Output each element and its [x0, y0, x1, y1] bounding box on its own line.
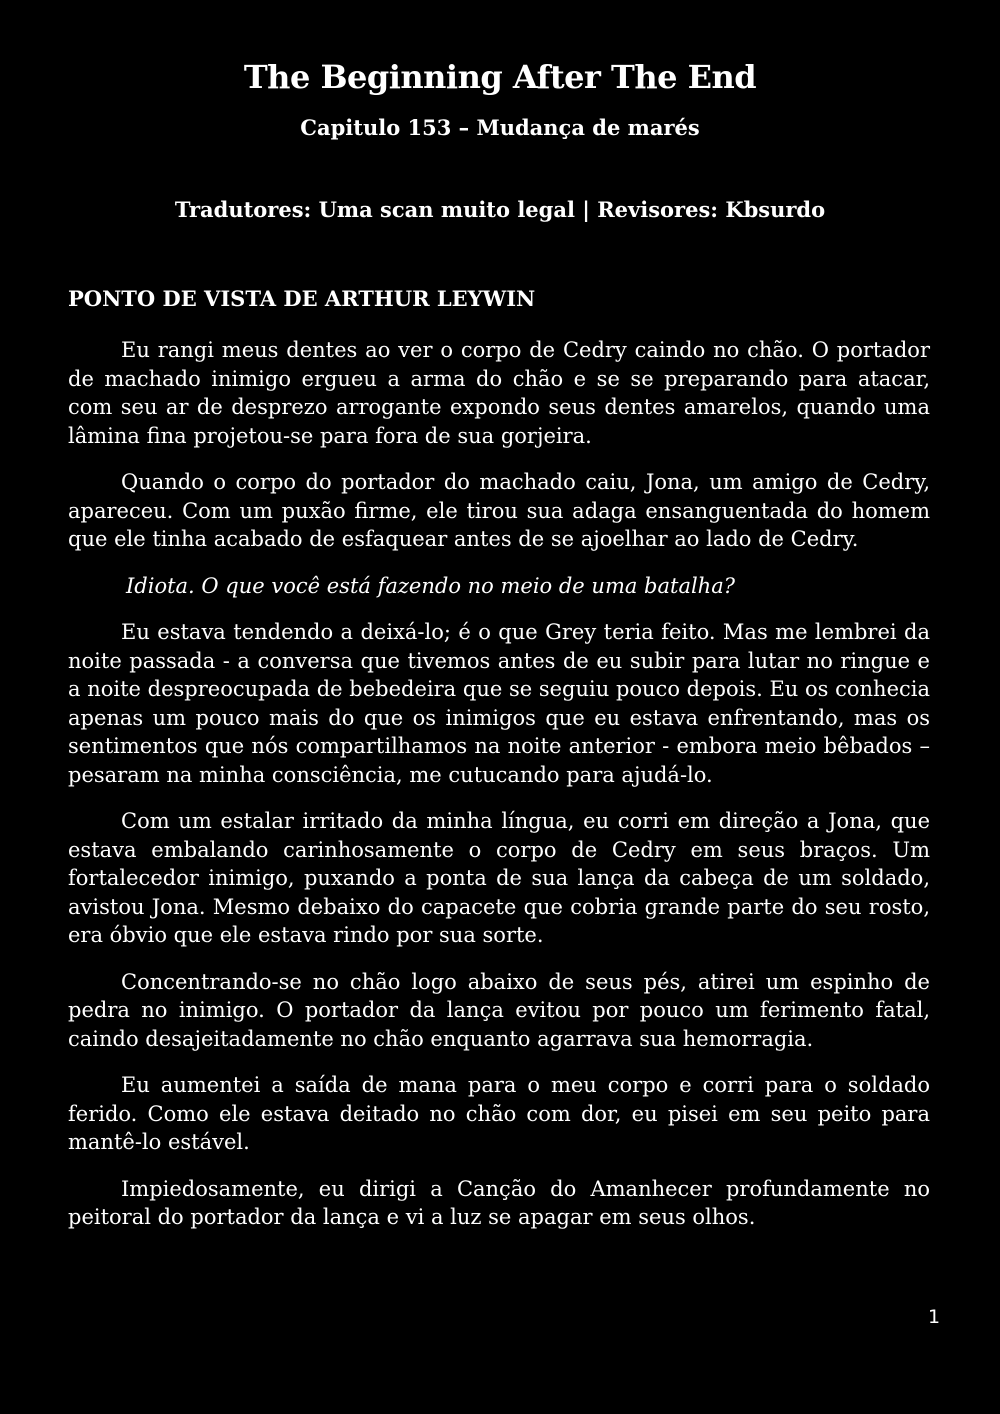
chapter-title: Capitulo 153 – Mudança de marés	[300, 115, 700, 140]
paragraph: Eu estava tendendo a deixá-lo; é o que Grey teria feito. Mas me lembrei da noite passada - a conversa que tivemos antes de eu subir para lutar no ringue e a noite despreocupada de bebedeira que se seguiu pouco depois. Eu os conhecia apenas um pouco mais do que os inimigos que eu estava enfrentando, mas os sentimentos que nós compartilhamos na noite anterior - embora meio bêbados – pesaram na minha consciência, me cutucando para ajudá-lo.	[68, 620, 930, 787]
paragraph: Eu rangi meus dentes ao ver o corpo de Cedry caindo no chão. O portador de machado inimigo ergueu a arma do chão e se se preparando para atacar, com seu ar de desprezo arrogante expondo seus dentes amarelos, quando uma lâmina fina projetou-se para fora de sua gorjeira.	[68, 338, 930, 448]
paragraph: Impiedosamente, eu dirigi a Canção do Amanhecer profundamente no peitoral do portador da lança e vi a luz se apagar em seus olhos.	[68, 1176, 930, 1229]
paragraph: Eu aumentei a saída de mana para o meu corpo e corri para o soldado ferido. Como ele estava deitado no chão com dor, eu pisei em seu peito para mantê-lo estável.	[68, 1073, 930, 1154]
pov-heading: PONTO DE VISTA DE ARTHUR LEYWIN	[68, 286, 536, 311]
page-number: 1	[927, 1306, 941, 1328]
credits-line: Tradutores: Uma scan muito legal | Revisores: Kbsurdo	[174, 197, 826, 222]
italic-thought: Idiota. O que você está fazendo no meio de uma batalha?	[126, 573, 735, 598]
paragraph: Concentrando-se no chão logo abaixo de seus pés, atirei um espinho de pedra no inimigo. O portador da lança evitou por pouco um ferimento fatal, caindo desajeitadamente no chão enquanto agarrava sua hemorragia.	[68, 969, 930, 1051]
paragraph: Quando o corpo do portador do machado caiu, Jona, um amigo de Cedry, apareceu. Com um puxão firme, ele tirou sua adaga ensanguentada do homem que ele tinha acabado de esfaquear antes de se ajoelhar ao lado de Cedry.	[68, 470, 930, 551]
chapter-body	[68, 336, 930, 1250]
book-title: The Beginning After The End	[243, 58, 757, 96]
paragraph: Com um estalar irritado da minha língua, eu corri em direção a Jona, que estava embalando carinhosamente o corpo de Cedry em seus braços. Um fortalecedor inimigo, puxando a ponta de sua lança da cabeça de um soldado, avistou Jona. Mesmo debaixo do capacete que cobria grande parte do seu rosto, era óbvio que ele estava rindo por sua sorte.	[68, 809, 930, 947]
